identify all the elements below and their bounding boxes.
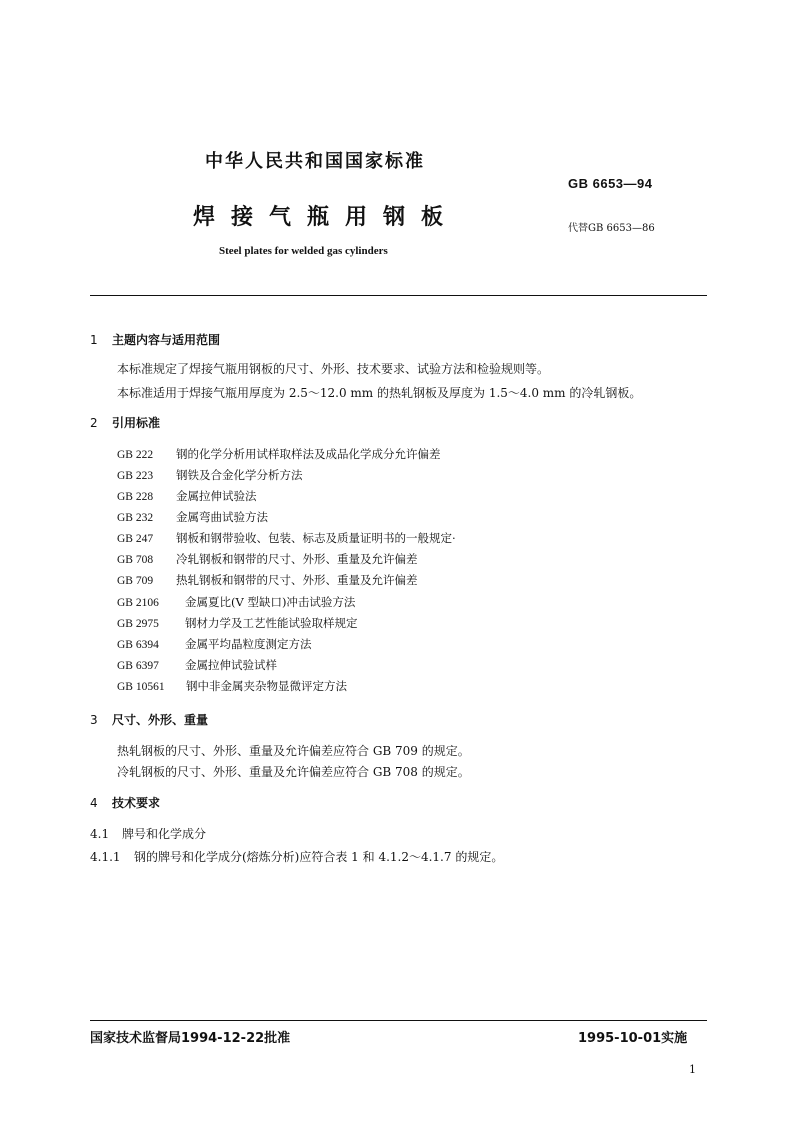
reference-item xyxy=(117,509,268,525)
subsection-number: 4.1 xyxy=(90,827,110,841)
reference-item xyxy=(117,572,418,588)
reference-code: GB 709 xyxy=(117,575,154,587)
english-title: Steel plates for welded gas cylinders xyxy=(219,245,388,257)
reference-title: 冷轧钢板和钢带的尺寸、外形、重量及允许偏差 xyxy=(176,552,418,566)
reference-code: GB 2106 xyxy=(117,597,159,609)
reference-item xyxy=(117,551,418,567)
section-title: 主题内容与适用范围 xyxy=(112,333,221,347)
reference-title: 钢的化学分析用试样取样法及成品化学成分允许偏差 xyxy=(176,447,441,461)
section-title: 尺寸、外形、重量 xyxy=(112,713,209,727)
reference-title: 金属平均晶粒度测定方法 xyxy=(185,637,312,651)
reference-item xyxy=(117,678,347,694)
section-number: 2 xyxy=(90,416,98,430)
section-title: 技术要求 xyxy=(112,796,161,810)
reference-code: GB 232 xyxy=(117,512,154,524)
reference-title: 热轧钢板和钢带的尺寸、外形、重量及允许偏差 xyxy=(176,573,418,587)
implementation-date: 1995-10-01实施 xyxy=(578,1031,688,1046)
reference-title: 钢板和钢带验收、包装、标志及质量证明书的一般规定· xyxy=(176,531,456,545)
reference-title: 金属拉伸试验法 xyxy=(176,489,257,503)
reference-item xyxy=(117,488,257,504)
reference-code: GB 222 xyxy=(117,449,154,461)
reference-item xyxy=(117,594,355,610)
reference-item xyxy=(117,615,358,631)
reference-code: GB 10561 xyxy=(117,681,165,693)
subsection-number: 4.1.1 xyxy=(90,850,121,864)
reference-item xyxy=(117,657,277,673)
reference-code: GB 6397 xyxy=(117,660,159,672)
section-number: 1 xyxy=(90,333,98,347)
reference-item xyxy=(117,636,312,652)
paragraph: 本标准适用于焊接气瓶用厚度为 2.5～12.0 mm 的热轧钢板及厚度为 1.5～4.0 mm 的冷轧钢板。 xyxy=(117,386,642,400)
subsection-4-1 xyxy=(90,825,206,842)
reference-title: 钢铁及合金化学分析方法 xyxy=(176,468,303,482)
section-number: 3 xyxy=(90,713,98,727)
reference-code: GB 228 xyxy=(117,491,154,503)
reference-item xyxy=(117,530,456,546)
paragraph: 本标准规定了焊接气瓶用钢板的尺寸、外形、技术要求、试验方法和检验规则等。 xyxy=(117,362,550,376)
reference-code: GB 2975 xyxy=(117,618,159,630)
replaces-standard: 代替GB 6653—86 xyxy=(568,223,655,234)
national-standard-title: 中华人民共和国国家标准 xyxy=(205,151,425,172)
document-title: 焊接气瓶用钢板 xyxy=(193,205,460,230)
section-2-heading xyxy=(90,414,160,431)
header-divider xyxy=(90,295,707,296)
reference-code: GB 6394 xyxy=(117,639,159,651)
page-number: 1 xyxy=(689,1063,696,1076)
section-4-heading xyxy=(90,794,160,811)
subsection-text: 钢的牌号和化学成分(熔炼分析)应符合表 1 和 4.1.2～4.1.7 的规定。 xyxy=(134,850,504,864)
reference-item xyxy=(117,467,303,483)
reference-title: 钢中非金属夹杂物显微评定方法 xyxy=(186,679,347,693)
approval-date: 国家技术监督局1994-12-22批准 xyxy=(90,1031,291,1046)
standard-number: GB 6653—94 xyxy=(568,176,653,191)
paragraph: 冷轧钢板的尺寸、外形、重量及允许偏差应符合 GB 708 的规定。 xyxy=(117,765,470,779)
subsection-title: 牌号和化学成分 xyxy=(122,827,207,841)
reference-title: 金属拉伸试验试样 xyxy=(185,658,277,672)
reference-title: 金属弯曲试验方法 xyxy=(176,510,268,524)
paragraph: 热轧钢板的尺寸、外形、重量及允许偏差应符合 GB 709 的规定。 xyxy=(117,744,470,758)
section-number: 4 xyxy=(90,796,98,810)
reference-item xyxy=(117,446,441,462)
section-1-heading xyxy=(90,331,220,348)
subsection-4-1-1 xyxy=(90,848,503,865)
reference-code: GB 247 xyxy=(117,533,154,545)
reference-code: GB 223 xyxy=(117,470,154,482)
section-title: 引用标准 xyxy=(112,416,161,430)
footer-divider xyxy=(90,1020,707,1021)
reference-title: 钢材力学及工艺性能试验取样规定 xyxy=(185,616,358,630)
section-3-heading xyxy=(90,711,208,728)
reference-title: 金属夏比(V 型缺口)冲击试验方法 xyxy=(185,595,356,609)
reference-code: GB 708 xyxy=(117,554,154,566)
